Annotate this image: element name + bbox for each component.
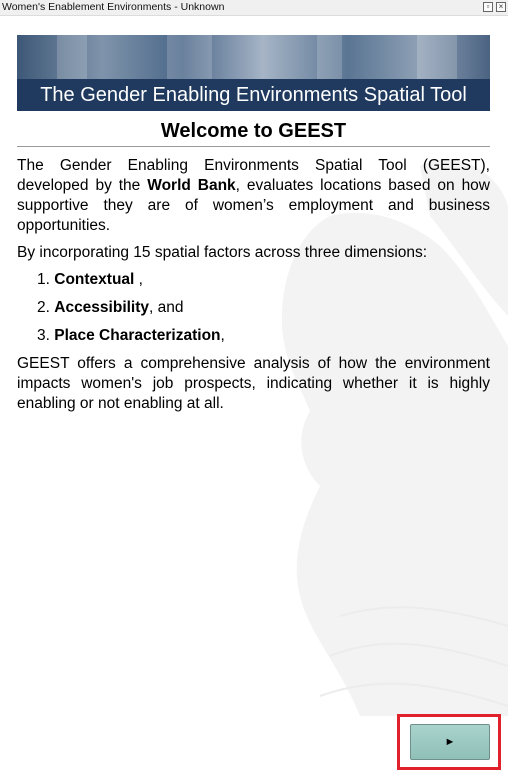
dimension-suffix: , <box>220 327 225 344</box>
banner-photo-stripe <box>57 35 87 79</box>
page-title: Welcome to GEEST <box>160 120 347 142</box>
list-item <box>17 326 490 346</box>
list-number: 2. <box>37 299 50 316</box>
dimension-label: Accessibility <box>54 299 150 316</box>
dimension-suffix: , <box>134 271 143 288</box>
list-item <box>17 298 490 318</box>
next-button-highlight <box>397 714 501 770</box>
dimension-label: Place Characterization <box>54 327 221 344</box>
play-icon: ► <box>444 736 456 748</box>
banner-photo-stripe <box>317 35 342 79</box>
banner-photo-stripe <box>417 35 457 79</box>
dimension-label: Contextual <box>54 271 135 288</box>
banner-title: The Gender Enabling Environments Spatial Tool <box>40 84 467 106</box>
close-icon[interactable]: × <box>496 2 506 12</box>
list-number: 1. <box>37 271 50 288</box>
title-divider <box>17 146 490 147</box>
intro-text-2: , evaluates locations based on how supportive they are of women’s employment and business opportunities. <box>17 177 490 234</box>
window-titlebar <box>0 0 508 16</box>
list-item <box>17 270 490 290</box>
banner-photo-stripe <box>167 35 212 79</box>
intro-paragraph <box>17 156 490 236</box>
window-title: Women's Enablement Environments - Unknown <box>2 1 225 13</box>
list-number: 3. <box>37 327 50 344</box>
intro-text-1: The Gender Enabling Environments Spatial Tool (GEEST), developed by the <box>17 157 490 194</box>
intro-content <box>17 156 490 421</box>
factors-paragraph: By incorporating 15 spatial factors across three dimensions: <box>17 244 428 261</box>
header-banner <box>17 35 490 111</box>
world-bank-text: World Bank <box>147 177 236 194</box>
dimension-suffix: , and <box>149 299 184 316</box>
summary-paragraph: GEEST offers a comprehensive analysis of how the environment impacts women's job prospects, indicating whether it is highly enabling or not enabling at all. <box>17 355 490 412</box>
float-icon[interactable]: ▫ <box>483 2 493 12</box>
next-button[interactable] <box>410 724 490 760</box>
dimensions-list <box>17 270 490 346</box>
